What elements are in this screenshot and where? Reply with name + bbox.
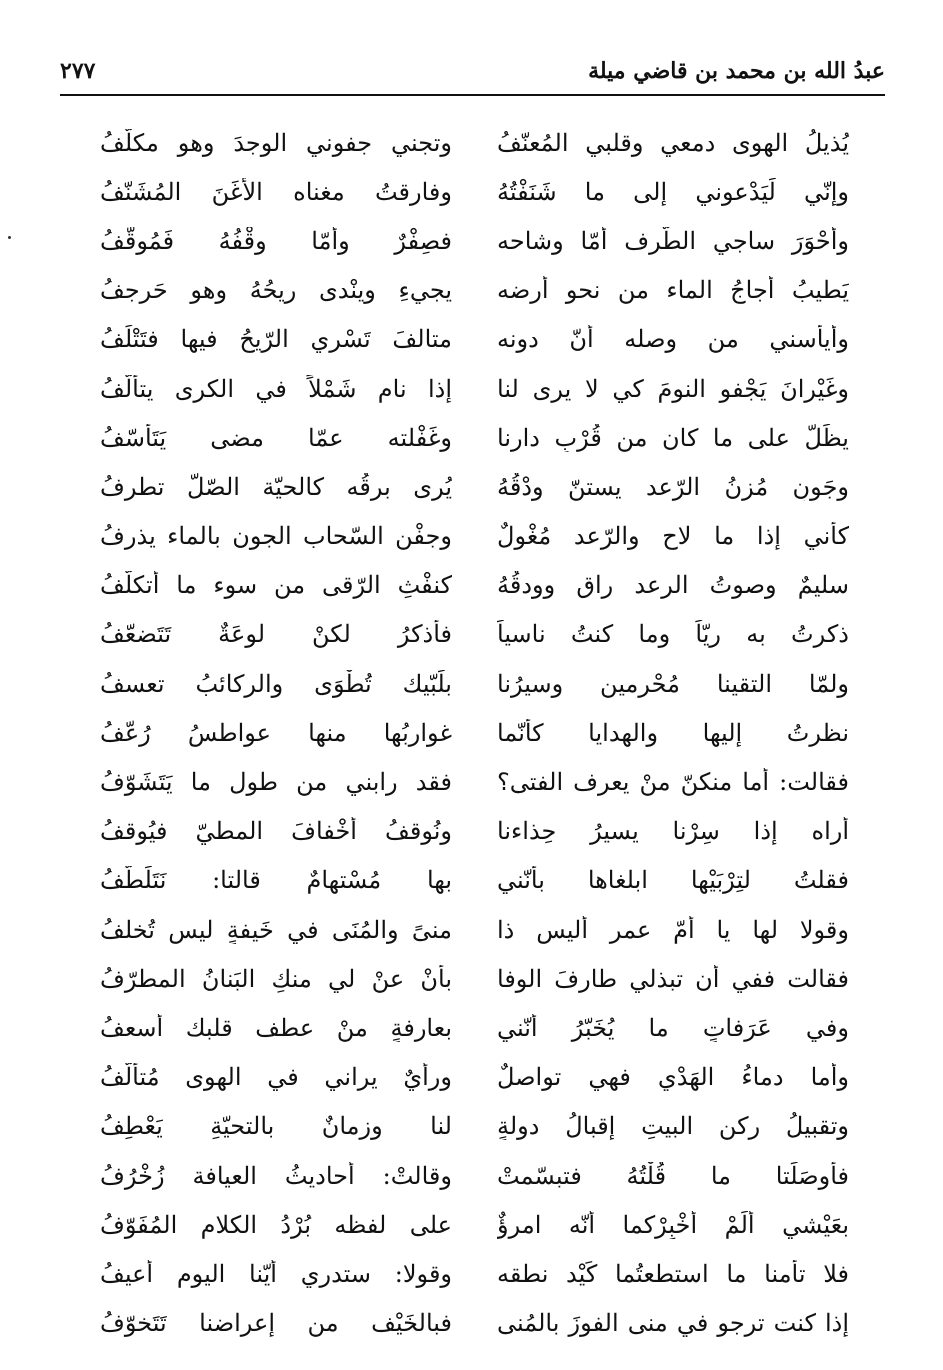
first-hemistich: وقولا لها يا أمّ عمرٍ أليس ذا (497, 915, 849, 944)
second-hemistich: فبالخَيْف من إعراضنا تَتَخوّفُ (100, 1309, 452, 1338)
verse-line (100, 561, 849, 610)
first-hemistich: وغَيْرانَ يَجْفو النومَ كي لا يرى لنا (497, 374, 849, 403)
second-hemistich: وتجني جفوني الوجدَ وهو مكلّفُ (100, 128, 452, 157)
second-hemistich: وقولا: ستدري أيّنا اليوم أعيفُ (100, 1259, 452, 1288)
verse-line (100, 659, 849, 708)
verse-line (100, 1053, 849, 1102)
verse-line (100, 757, 849, 806)
first-hemistich: فقالت: أما منكنّ منْ يعرف الفتى؟ (497, 768, 849, 797)
first-hemistich: وأيأسني من وصله أنّ دونه (497, 325, 849, 354)
verse-line (100, 462, 849, 511)
second-hemistich: ورأيٌ يراني في الهوى مُتألّفُ (100, 1063, 452, 1092)
second-hemistich: بلَبّيك تُطْوَى والركائبُ تعسفُ (100, 669, 452, 698)
first-hemistich: يظَلّ على ما كان من قُرْبِ دارنا (497, 423, 849, 452)
first-hemistich: كأني إذا ما لاح والرّعد مُغْوِلٌ (497, 522, 849, 551)
running-head: عبدُ الله بن محمد بن قاضي ميلة (588, 58, 885, 84)
verse-line (100, 118, 849, 167)
verse-line (100, 1200, 849, 1249)
first-hemistich: يَطيبُ أجاجُ الماء من نحو أرضه (497, 276, 849, 305)
first-hemistich: إذا كنت ترجو في منى الفوزَ بالمُنى (497, 1309, 849, 1338)
page-number: ٢٧٧ (60, 58, 96, 84)
verse-line (100, 167, 849, 216)
verse-line (100, 1151, 849, 1200)
verse-line (100, 905, 849, 954)
first-hemistich: فلا تأمنا ما استطعتُما كَيْد نطقه (497, 1259, 849, 1288)
verse-line (100, 413, 849, 462)
second-hemistich: لنا وزمانٌ بالتحيّةِ يَعْطِفُ (100, 1112, 452, 1141)
first-hemistich: وفي عَرَفاتٍ ما يُخَبّرُ أنّني (497, 1013, 849, 1042)
second-hemistich: منىً والمُنَى في خَيفةٍ ليس تُخلفُ (100, 915, 452, 944)
second-hemistich: فصِفْرٌ وأمّا وقْفُهُ فَمُوقّفُ (100, 226, 452, 255)
second-hemistich: فأذكرُ لكنْ لوعَةٌ تَتَضعّفُ (100, 620, 452, 649)
second-hemistich: كنفْثِ الرّقى من سوء ما أتكلّفُ (100, 571, 452, 600)
first-hemistich: وأحْوَرَ ساجي الطّرف أمّا وشاحه (497, 226, 849, 255)
page-header (60, 54, 885, 96)
verse-line (100, 1102, 849, 1151)
verse-line (100, 1299, 849, 1348)
first-hemistich: فقالت ففي أن تبذلي طارفَ الوفا (497, 964, 849, 993)
second-hemistich: غواربُها منها عواطسُ رُعّفُ (100, 718, 452, 747)
second-hemistich: بأنْ عنْ لي منكِ البَنانُ المطرّفُ (100, 964, 452, 993)
first-hemistich: يُذيلُ الهوى دمعي وقلبي المُعنّفُ (497, 128, 849, 157)
verse-line (100, 315, 849, 364)
first-hemistich: فقلتُ لتِرْبَيْها ابلغاها بأنّني (497, 866, 849, 895)
second-hemistich: وجفْن السّحاب الجون بالماء يذرفُ (100, 522, 452, 551)
verse-line (100, 708, 849, 757)
second-hemistich: وفارقتُ مغناه الأغَنَ المُشَنّفُ (100, 177, 452, 206)
verse-line (100, 1249, 849, 1298)
second-hemistich: ونُوقفُ أخْفافَ المطيّ فيُوقفُ (100, 817, 452, 846)
second-hemistich: على لفظه بُرْدُ الكلامِ المُفَوّفُ (100, 1210, 452, 1239)
second-hemistich: وقالتْ: أحاديثُ العيافة زُخْرُفُ (100, 1161, 452, 1190)
verse-line (100, 364, 849, 413)
first-hemistich: سليمٌ وصوتُ الرعد راقٍ وودقُهُ (497, 571, 849, 600)
poem-body (100, 118, 849, 1348)
second-hemistich: متالفَ تَسْري الرّيحُ فيها فتَتْلَفُ (100, 325, 452, 354)
second-hemistich: وغَفْلته عمّا مضى يَتَأسّفُ (100, 423, 452, 452)
first-hemistich: وجَونٍ مُزنُ الرّعد يستنّ ودْقُهُ (497, 472, 849, 501)
first-hemistich: بعَيْشي ألَمْ أُخْبِرْكما أنّه امرؤٌ (497, 1210, 849, 1239)
first-hemistich: فأوصَلَتا ما قُلْتُهُ فتبسّمتْ (497, 1161, 849, 1190)
second-hemistich: بعارفةٍ منْ عطف قلبك أُسعفُ (100, 1013, 452, 1042)
first-hemistich: ذكرتُ به ريّاً وما كنتُ ناسياً (497, 620, 849, 649)
second-hemistich: يجيءِ وينْدى ريحُهُ وهو حَرجفُ (100, 276, 452, 305)
first-hemistich: أراه إذا سِرْنا يسيرُ حِذاءنا (497, 817, 849, 846)
first-hemistich: ولمّا التقينا مُحْرمين وسيرُنا (497, 669, 849, 698)
first-hemistich: نظرتُ إليها والهدايا كأنّما (497, 718, 849, 747)
second-hemistich: بها مُسْتهامٌ قالتا: نَتَلَطّفُ (100, 866, 452, 895)
verse-line (100, 266, 849, 315)
verse-line (100, 216, 849, 265)
second-hemistich: يُرى برقُه كالحيّة الصّلّ تطرفُ (100, 472, 452, 501)
verse-line (100, 856, 849, 905)
verse-line (100, 807, 849, 856)
verse-line (100, 1003, 849, 1052)
scan-speck (8, 236, 11, 239)
first-hemistich: وتقبيلُ ركنِ البيتِ إقبالُ دولةٍ (497, 1112, 849, 1141)
second-hemistich: فقد رابني من طول ما يَتَشَوّفُ (100, 768, 452, 797)
second-hemistich: إذا نام شَمْلاً في الكرى يتألّفُ (100, 374, 452, 403)
verse-line (100, 610, 849, 659)
first-hemistich: وأما دماءُ الهَدْي فهي تواصلٌ (497, 1063, 849, 1092)
verse-line (100, 512, 849, 561)
first-hemistich: وإنّي لَيَدْعوني إلى ما شَنَفْتُهُ (497, 177, 849, 206)
verse-line (100, 954, 849, 1003)
